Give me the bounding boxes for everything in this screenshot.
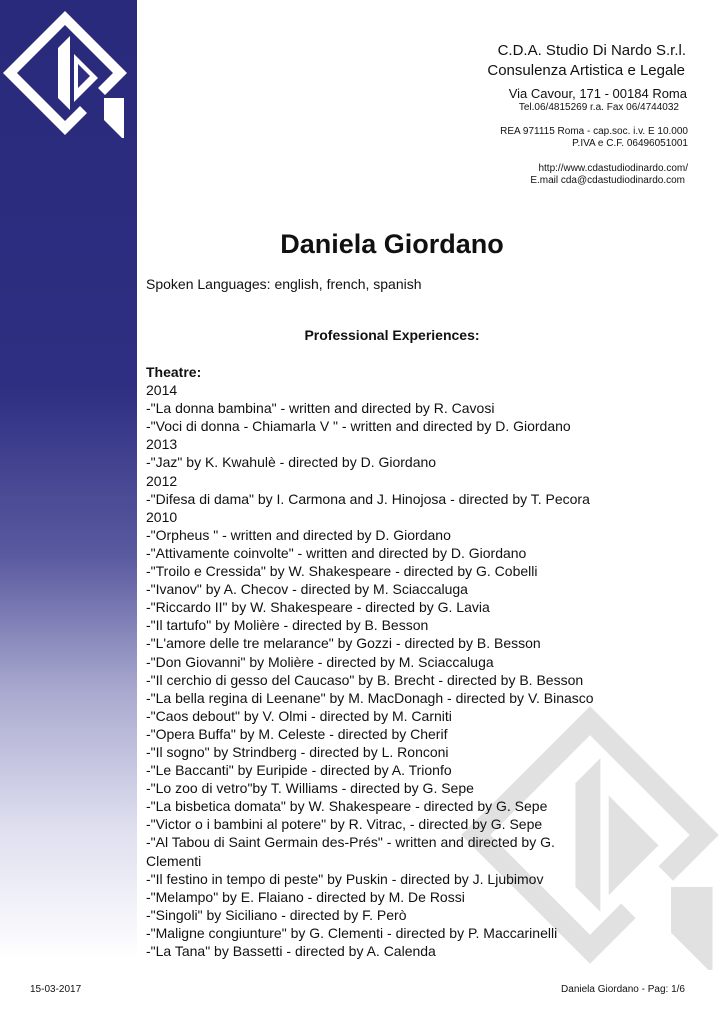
company-phone: Tel.06/4815269 r.a. Fax 06/4744032: [518, 102, 679, 113]
theatre-line: -"Orpheus " - written and directed by D. Giordano: [146, 526, 451, 543]
sidebar-band: [0, 0, 137, 960]
company-email: E.mail cda@cdastudiodinardo.com: [530, 175, 685, 186]
theatre-line: -"Jaz" by K. Kwahulè - directed by D. Giordano: [146, 454, 437, 471]
theatre-line: -"Difesa di dama" by I. Carmona and J. Hinojosa - directed by T. Pecora: [146, 490, 590, 507]
company-rea: REA 971115 Roma - cap.soc. i.v. E 10.000: [500, 126, 688, 137]
theatre-line: -"Attivamente coinvolte" - written and directed by D. Giordano: [146, 544, 527, 561]
theatre-line: -"Ivanov" by A. Checov - directed by M. Sciaccaluga: [146, 581, 468, 598]
company-vat: P.IVA e C.F. 06496051001: [572, 138, 688, 149]
theatre-line: -"Voci di donna - Chiamarla V " - written and directed by D. Giordano: [146, 418, 571, 435]
theatre-heading: Theatre:: [146, 364, 202, 380]
theatre-line: -"Singoli" by Siciliano - directed by F. Però: [146, 906, 407, 923]
theatre-line: Clementi: [146, 852, 202, 869]
theatre-line: 2013: [146, 436, 178, 453]
theatre-line: -"La bisbetica domata" by W. Shakespeare - directed by G. Sepe: [146, 798, 548, 815]
cda-logo-icon: [0, 8, 130, 138]
theatre-line: -"Le Baccanti" by Euripide - directed by A. Trionfo: [146, 762, 452, 779]
theatre-list: [146, 381, 616, 960]
theatre-line: -"Troilo e Cressida" by W. Shakespeare - directed by G. Cobelli: [146, 563, 538, 580]
theatre-line: -"La Tana" by Bassetti - directed by A. Calenda: [146, 943, 436, 959]
page-title: Daniela Giordano: [280, 229, 504, 259]
theatre-line: -"La donna bambina" - written and directed by R. Cavosi: [146, 400, 495, 417]
theatre-line: -"Il sogno" by Strindberg - directed by L. Ronconi: [146, 743, 449, 760]
theatre-line: -"Melampo" by E. Flaiano - directed by M. De Rossi: [146, 888, 465, 905]
theatre-line: -"Opera Buffa" by M. Celeste - directed by Cherif: [146, 725, 448, 742]
theatre-line: -"La bella regina di Leenane" by M. MacDonagh - directed by V. Binasco: [146, 689, 594, 706]
spoken-languages: Spoken Languages: english, french, spanish: [146, 276, 422, 292]
theatre-section: [146, 363, 616, 960]
company-address: Via Cavour, 171 - 00184 Roma: [508, 86, 687, 101]
theatre-line: -"Maligne congiunture" by G. Clementi - directed by P. Maccarinelli: [146, 924, 558, 941]
theatre-line: 2012: [146, 472, 178, 489]
company-subtitle: Consulenza Artistica e Legale: [487, 62, 685, 79]
theatre-line: 2014: [146, 382, 178, 399]
theatre-line: -"Il festino in tempo di peste" by Puskin - directed by J. Ljubimov: [146, 870, 544, 887]
footer-page-info: Daniela Giordano - Pag: 1/6: [561, 984, 685, 995]
theatre-line: -"Al Tabou di Saint Germain des-Prés" - written and directed by G.: [146, 834, 555, 851]
theatre-line: -"Riccardo II" by W. Shakespeare - directed by G. Lavia: [146, 599, 490, 616]
theatre-line: -"Lo zoo di vetro"by T. Williams - directed by G. Sepe: [146, 780, 474, 797]
company-name: C.D.A. Studio Di Nardo S.r.l.: [497, 42, 686, 59]
theatre-line: -"Il tartufo" by Molière - directed by B. Besson: [146, 617, 429, 634]
footer-date: 15-03-2017: [30, 984, 82, 995]
theatre-line: -"Il cerchio di gesso del Caucaso" by B. Brecht - directed by B. Besson: [146, 671, 584, 688]
theatre-line: -"Don Giovanni" by Molière - directed by M. Sciaccaluga: [146, 653, 494, 670]
theatre-line: -"Victor o i bambini al potere" by R. Vitrac, - directed by G. Sepe: [146, 816, 543, 833]
theatre-line: -"Caos debout" by V. Olmi - directed by M. Carniti: [146, 707, 452, 724]
theatre-line: 2010: [146, 508, 178, 525]
company-website: http://www.cdastudiodinardo.com/: [538, 163, 688, 174]
experiences-heading: Professional Experiences:: [304, 327, 480, 343]
theatre-line: -"L'amore delle tre melarance" by Gozzi - directed by B. Besson: [146, 635, 541, 652]
